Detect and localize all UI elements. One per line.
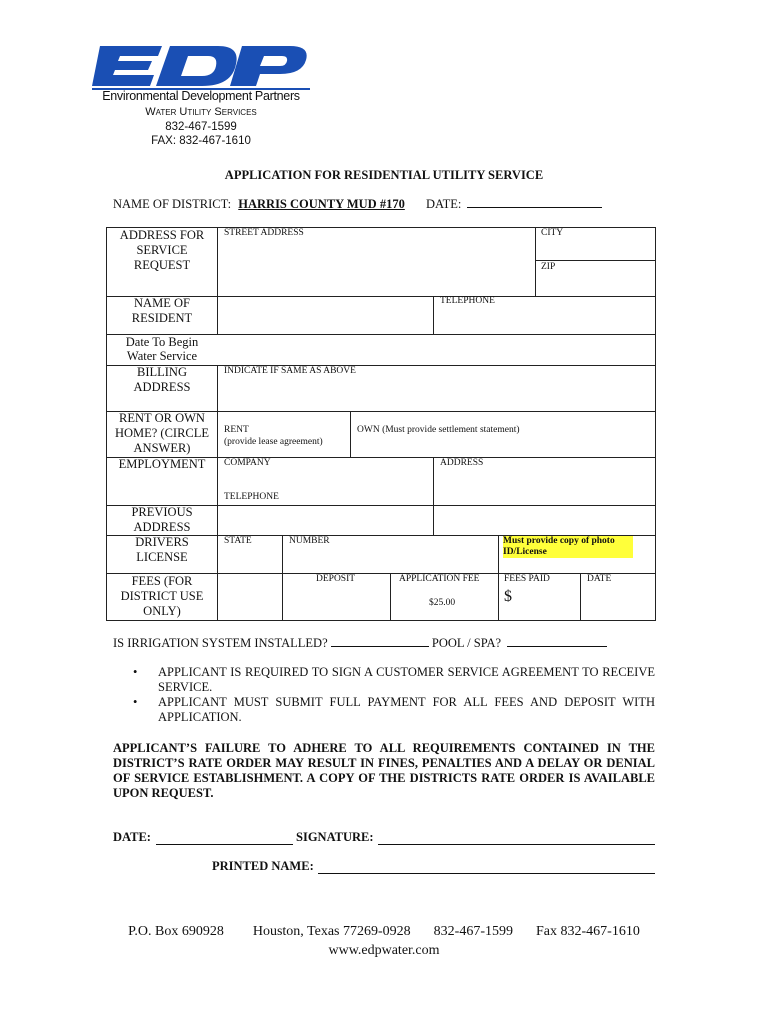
own-option[interactable]: OWN (Must provide settlement statement) bbox=[357, 425, 520, 435]
irrigation-row bbox=[113, 636, 607, 651]
state-field[interactable]: STATE bbox=[224, 536, 252, 546]
printed-name-field[interactable] bbox=[318, 873, 655, 874]
fees-paid-dollar[interactable]: $ bbox=[504, 588, 512, 605]
pool-answer-field[interactable] bbox=[507, 636, 607, 647]
contact-phone: 832-467-1599 bbox=[165, 121, 237, 133]
division-name: Water Utility Services bbox=[145, 106, 257, 118]
irrigation-answer-field[interactable] bbox=[331, 636, 429, 647]
previous-address-field[interactable] bbox=[218, 506, 654, 534]
footer-phone: 832-467-1599 bbox=[433, 924, 513, 939]
zip-field[interactable]: ZIP bbox=[541, 262, 556, 272]
billing-address-field[interactable]: INDICATE IF SAME AS ABOVE bbox=[224, 366, 356, 376]
fees-label: FEES (FOR DISTRICT USE ONLY) bbox=[120, 574, 204, 618]
requirement-item: • APPLICANT IS REQUIRED TO SIGN A CUSTOMER SERVICE AGREEMENT TO RECEIVE SERVICE. bbox=[133, 665, 655, 694]
employer-telephone-field[interactable]: TELEPHONE bbox=[224, 492, 279, 502]
footer-po-box: P.O. Box 690928 bbox=[128, 924, 224, 939]
previous-address-label: PREVIOUS ADDRESS bbox=[131, 505, 193, 534]
rent-or-own-label: RENT OR OWN HOME? (CIRCLE ANSWER) bbox=[114, 411, 210, 455]
footer-address bbox=[0, 924, 768, 940]
deposit-field[interactable]: DEPOSIT bbox=[316, 574, 356, 584]
license-number-field[interactable]: NUMBER bbox=[289, 536, 330, 546]
employer-address-field[interactable]: ADDRESS bbox=[440, 458, 484, 468]
date-field[interactable] bbox=[467, 197, 602, 208]
signature-date-field[interactable] bbox=[156, 844, 293, 845]
printed-name-label: PRINTED NAME: bbox=[212, 859, 314, 873]
drivers-license-label: DRIVERS LICENSE bbox=[135, 535, 189, 564]
employment-label: EMPLOYMENT bbox=[118, 457, 206, 471]
requirement-item: • APPLICANT MUST SUBMIT FULL PAYMENT FOR ALL FEES AND DEPOSIT WITH APPLICATION. bbox=[133, 695, 655, 724]
city-field[interactable]: CITY bbox=[541, 228, 564, 238]
irrigation-question: IS IRRIGATION SYSTEM INSTALLED? bbox=[113, 636, 328, 650]
form-title: APPLICATION FOR RESIDENTIAL UTILITY SERVICE bbox=[224, 168, 544, 182]
signature-date-label: DATE: bbox=[113, 830, 151, 844]
address-for-service-label: ADDRESS FOR SERVICE REQUEST bbox=[119, 228, 205, 272]
fees-paid-label: FEES PAID bbox=[504, 574, 550, 584]
district-label: NAME OF DISTRICT: bbox=[113, 197, 232, 211]
date-to-begin-label: Date To Begin Water Service bbox=[125, 335, 199, 363]
requirements-list bbox=[133, 665, 655, 725]
application-fee-amount: $25.00 bbox=[429, 598, 456, 608]
footer-website[interactable]: www.edpwater.com bbox=[328, 943, 440, 958]
resident-name-field[interactable] bbox=[218, 297, 432, 333]
rate-order-warning: APPLICANT’S FAILURE TO ADHERE TO ALL REQUIREMENTS CONTAINED IN THE DISTRICT’S RATE ORDER MAY RESULT IN FINES, PENALTIES AND A DELAY OR DENIAL OF SERVICE ESTABLISHMENT. A COPY OF THE DISTRICTS RATE ORDER IS AVAILABLE UPON REQUEST. bbox=[113, 741, 655, 800]
signature-field[interactable] bbox=[378, 844, 655, 845]
footer-city: Houston, Texas 77269-0928 bbox=[252, 924, 411, 939]
telephone-field[interactable]: TELEPHONE bbox=[440, 296, 495, 306]
name-of-resident-label: NAME OF RESIDENT bbox=[131, 296, 193, 325]
signature-label: SIGNATURE: bbox=[296, 830, 374, 844]
billing-address-label: BILLING ADDRESS bbox=[133, 365, 191, 394]
fee-date-field[interactable]: DATE bbox=[587, 574, 612, 584]
footer-fax: Fax 832-467-1610 bbox=[536, 924, 640, 939]
rent-note: (provide lease agreement) bbox=[224, 437, 323, 447]
photo-id-note: Must provide copy of photo ID/License bbox=[503, 536, 633, 558]
company-field[interactable]: COMPANY bbox=[224, 458, 271, 468]
contact-fax: FAX: 832-467-1610 bbox=[151, 135, 251, 147]
district-row bbox=[113, 197, 602, 212]
application-fee-label: APPLICATION FEE bbox=[399, 574, 480, 584]
begin-date-field[interactable] bbox=[218, 335, 654, 364]
date-label: DATE: bbox=[425, 197, 462, 211]
district-value: HARRIS COUNTY MUD #170 bbox=[238, 197, 405, 211]
pool-question: POOL / SPA? bbox=[431, 636, 502, 650]
company-name: Environmental Development Partners bbox=[102, 89, 300, 103]
street-address-field[interactable]: STREET ADDRESS bbox=[224, 228, 304, 238]
rent-option[interactable]: RENT bbox=[224, 425, 249, 435]
